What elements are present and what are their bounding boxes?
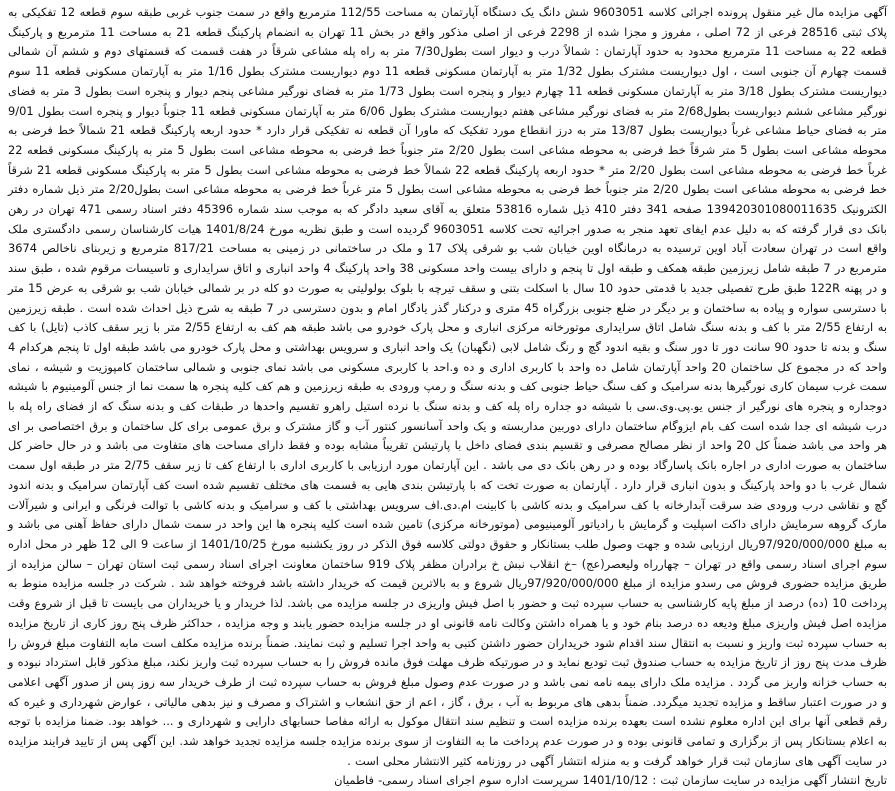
notice-publication-line: تاریخ انتشار آگهی مزایده در سایت سازمان ثبت : 1401/10/12 سرپرست اداره سوم اجرای اسناد رسمی- فاطمیان — [334, 773, 887, 788]
notice-body-paragraph: آگهی مزایده مال غیر منقول پرونده اجرائی کلاسه 9603051 شش دانگ یک دستگاه آپارتمان به مساحت 112/55 مترمربع واقع در سمت جنوب غربی طبقه سوم قطعه 12 تفکیکی به پلاک ثبتی 28516 فرعی از 72 اصلی ، مفروز و مجزا شده از 2298 فرعی از اصلی مذکور واقع در بخش 11 تهران به انضمام پارکینگ قطعه 21 به مساحت 11 مترمربع و پارکینگ قطعه 22 به مساحت 11 مترمربع محدود به حدود آپارتمان : شمالاً درب و دیوار است بطول7/30 متر به راه پله مشاعی شرقاً در هفت قسمت که قسمتهای دوم و ششم آن شمالی قسمت چهارم آن جنوبی است ، اول دیواریست مشترک بطول 1/32 متر به آپارتمان مسکونی قطعه 11 دوم دیواریست مشترک بطول 1/16 متر به آپارتمان مسکونی قطعه 11 سوم دیواریست مشترک بطول 3/18 متر به آپارتمان مسکونی قطعه 11 چهارم دیوار و پنجره است بطول 1/73 متر به فضای نورگیر مشاعی پنجم دیوار و پنجره است بطول 3 متر به فضای نورگیر مشاعی ششم دیواریست بطول2/68 متر به فضای نورگیر مشاعی هفتم دیواریست مشترک بطول 6/06 متر به آپارتمان مسکونی قطعه 11 جنوباً دیوار و پنجره است بطول 9/01 متر به فضای حیاط مشاعی غرباً دیواریست بطول 13/87 متر به درز انقطاع مورد تفکیک که ماورا آن قطعه نه تفکیکی قرار دارد * حدود اربعه پارکینگ قطعه 21 شمالاً خط فرضی به محوطه مشاعی است بطول 5 متر شرقاً خط فرضی به محوطه مشاعی است بطول 2/20 متر جنوباً خط فرضی به محوطه مشاعی است بطول 5 متر به پارکینگ مسکونی قطعه 22 غرباً خط فرضی به محوطه مشاعی است بطول 2/20 متر * حدود اربعه پارکینگ قطعه 22 شمالاً خط فرضی به محوطه مشاعی است بطول 5 متر به پارکینگ مسکونی قطعه 21 شرقاً خط فرضی به محوطه مشاعی است بطول 2/20 متر جنوباً خط فرضی به محوطه مشاعی است بطول 5 متر غرباً خط فرضی به محوطه مشاعی است بطول2/20 متر ذیل شماره دفتر الکترونیک 139420301080011635 صفحه 341 دفتر 410 ذیل شماره 53816 متعلق به آقای سعید دادگر که به موجب سند شماره 45396 دفتر اسناد رسمی 471 تهران در رهن بانک دی قرار گرفته که به دلیل عدم ایفای تعهد منجر به صدور اجرائیه تحت کلاسه 9603051 گردیده است و طبق نظریه مورخ 1401/8/24 هیات کارشناسان رسمی دادگستری ملک واقع است در تهران سعادت آباد اوین ترسیده به درمانگاه اوین خیابان شب بو شرقی پلاک 17 و ملک در ساختمانی در زمینی به مساحت 817/21 مترمربع و زیربنای ناخالص 3674 مترمربع در 7 طبقه شامل زیرزمین طبقه همکف و طبقه اول تا پنجم و دارای بیست واحد مسکونی 38 واحد پارکینگ 4 واحد انباری و اتاق سرایداری و تاسیسات مرقوم شده ، طبق سند و در پهنه 122R طبق طرح تفصیلی جدید با قدمتی حدود 10 سال با اسکلت بتنی و سقف تیرچه با بلوک بولولیتی به صورت دو کله در بر شمالی خیابان شب بو شرقی به عرض 15 متر با دسترسی سواره و پیاده به ساختمان و بر دیگر در ضلع جنوبی بزرگراه 45 متری و درکنار گذر یادگار امام و بدون دسترسی در 7 طبقه به شرح ذیل احداث شده است . طبقه زیرزمین به ارتفاع 2/55 متر با کف و بدنه سنگ شامل اتاق سرایداری موتورخانه مرکزی انباری و محل پارک خودرو می باشد طبقه هم کف به ارتفاع 2/55 متر با زیر سقف کاذب (تایل) با کف سنگ و بدنه تا حدود 90 سانت دور تا دور سنگ و بقیه اندود گچ و رنگ شامل لابی (نگهبان) یک واحد انباری و سرویس بهداشتی و محل پارک خودرو می باشد طبقه اول تا پنجم هرکدام 4 واحد که در مجموع کل ساختمان 20 واحد آپارتمان شامل ده واحد با کاربری اداری و ده و.احد با کاربری مسکونی می باشد نمای جنوبی و شمالی ساختمان کامپوزیت و شیشه ، نمای سمت غرب سیمان کاری نورگیرها بدنه سرامیک و کف سنگ حیاط جنوبی کف و بدنه سنگ و رمپ ورودی به طبقه زیرزمین و هم کف کلیه پنجره ها سمت نما از جنس آلومینیوم با شیشه دوجداره و پنجره های نورگیر از جنس یو.پی.وی.سی با شیشه دو جداره راه پله کف و بدنه سنگ با نرده استیل راهرو تقسیم واحدها در طبقات کف و بدنه سنگ که از فضای راه پله با درب شیشه ای جدا شده است کف بام ایزوگام ساختمان دارای دوربین مداربسته و یک واحد آسانسور کنتور آب و گاز مشترک و برق عمومی برای کل ساختمان و برق اختصاصی بر ای هر واحد می باشد ضمناً کل 20 واحد از نظر مصالح مصرفی و تقسیم بندی فضای داخل با پارتیشن تقریباً مشابه بوده و فقط دارای مساحت های متفاوت می باشد و در حال حاضر کل ساختمان به صورت اداری در اجاره بانک پاسارگاد بوده و در رهن بانک دی می باشد . این آپارتمان مورد ارزیابی با کاربری اداری با ارتفاع کف تا زیر سقف 2/75 متر در طبقه اول سمت شمال غرب با دو واحد پارکینگ و بدون انباری قرار دارد . آپارتمان به صورت تخت که با پارتیشن بندی هایی به قسمت های مختلف تقسیم شده است کف آپارتمان سرامیک و بدنه اندود گچ و نقاشی درب ورودی ضد سرقت آبدارخانه با کف سرامیک و بدنه کاشی با کابینت ام.دی.اف سرویس بهداشتی با کف و سرامیک و بدنه کاشی با توالت فرنگی و ایرانی و شیرآلات مارک گروهه سرمایش دارای داکت اسپلیت و گرمایش با رادیاتور آلومینیومی (موتورخانه مرکزی) تامین شده است کلیه پنجره ها این واحد در سمت شمال دارای حفاظ آهنی می باشد و به مبلغ 97/920/000/000ریال ارزیابی شده و جهت وصول طلب بستانکار و حقوق دولتی کلاسه فوق الذکر در روز یکشنبه مورخ 1401/10/25 از ساعت 9 الی 12 ظهر در محل اداره سوم اجرای اسناد رسمی واقع در تهران – چهارراه ولیعصر(عج) –خ انقلاب نبش خ برادران مظفر پلاک 919 ساختمان معاونت اجرای اسناد رسمی ثبت استان تهران – سالن مزایده از طریق مزایده حضوری فروش می رسدو مزایده از مبلغ 97/920/000/000ریال شروع و به بالاترین قیمت که خریدار داشته باشد فروخته خواهد شد . شرکت در جلسه مزایده منوط به پرداخت 10 (ده) درصد از مبلغ پایه کارشناسی به حساب سپرده ثبت و حضور با اصل فیش واریزی در جلسه مزایده می باشد. لذا خریدار و یا خریداران می بایست تا قبل از شروع وقت مزایده اصل فیش واریزی مبلغ ودیعه ده درصد بنام خود و یا همراه داشتن وکالت نامه قانونی او در جلسه مزایده حضور یابند و وجه مزایده ، حداکثر ظرف پنج روز کاری از تاریخ مزایده به حساب سپرده ثبت واریز و نسبت به انتقال سند اقدام شود خریداران حضور داشتن کتبی به واحد اجرا تسلیم و ثبت نمایند. ضمناً برنده مزایده مکلف است مابه التفاوت مبلغ فروش را ظرف مدت پنج روز از تاریخ مزایده به حساب صندوق ثبت تودیع نماید و در صورتیکه ظرف مهلت فوق مانده فروش را به حساب سپرده ثبت واریز نکند، مبلغ مذکور قابل استرداد نبوده و به حساب خزانه واریز می گردد . مزایده ملک دارای بیمه نامه نمی باشد و در صورت عدم وصول مبلغ فروش به حساب سپرده ثبت از طرف خریدار سه روز پس از صدور آگهی اعلامی و در صورت اعتبار ساقط و مزایده تجدید میگردد. ضمناً بدهی های مربوط به آب ، برق ، گاز ، اعم از حق انشعاب و اشتراک و مصرف و نیز بدهی مالیاتی ، عوارض شهرداری و غیره که رقم قطعی آنها برای این اداره معلوم نشده است بعهده برنده مزایده است و تنظیم سند انتقال موکول به ارائه مفاصا حسابهای دارایی و شهرداری و ... خواهد بود. ضمنا مزایده با توجه به اعلام بستانکار پس از برگزاری و تمامی قانونی بوده و در صورت عدم پرداخت ما به التفاوت از سوی برنده مزایده جلسه مزایده تجدید خواهد شد. این آگهی پس از تایید فرایند مزایده در سایت آگهی های سازمان ثبت قرار خواهد گرفت و به منزله انتشار آگهی در روزنامه کثیر الانتشار محلی است . — [8, 5, 888, 768]
